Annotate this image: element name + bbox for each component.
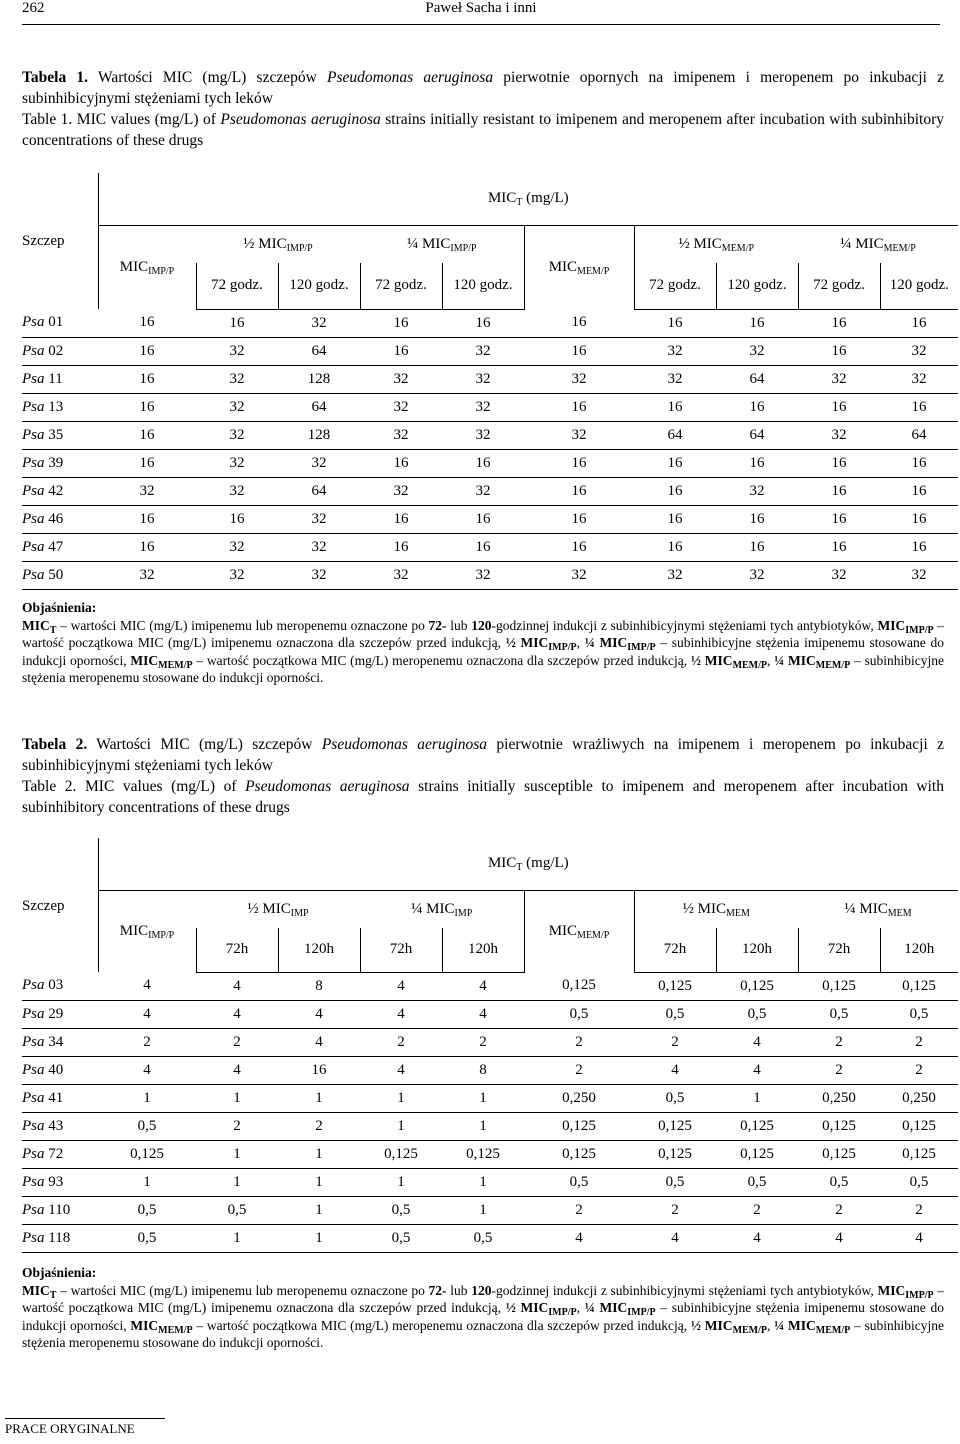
mic-value-cell: 32 <box>196 477 278 505</box>
mic-value-cell: 0,125 <box>524 1140 634 1168</box>
mic-value-cell: 1 <box>278 1224 360 1252</box>
mic-value-cell: 32 <box>634 561 716 589</box>
mic-value-cell: 0,125 <box>880 972 958 1000</box>
table-row <box>22 972 958 1000</box>
strain-name: Psa 39 <box>22 449 98 477</box>
mic-value-cell: 0,125 <box>716 1112 798 1140</box>
mic-value-cell: 0,125 <box>98 1140 196 1168</box>
strain-name: Psa 46 <box>22 505 98 533</box>
mic-value-cell: 2 <box>880 1196 958 1224</box>
table1-caption <box>22 67 944 151</box>
mic-value-cell: 16 <box>196 505 278 533</box>
mic-value-cell: 4 <box>360 1000 442 1028</box>
mic-value-cell: 0,5 <box>98 1196 196 1224</box>
mic-value-cell: 0,5 <box>798 1168 880 1196</box>
hour-72: 72h <box>798 928 880 972</box>
mic-value-cell: 16 <box>798 477 880 505</box>
mic-value-cell: 32 <box>196 337 278 365</box>
hour-120: 120 godz. <box>278 263 360 309</box>
mic-value-cell: 16 <box>98 337 196 365</box>
mic-value-cell: 32 <box>524 421 634 449</box>
mic-value-cell: 32 <box>880 365 958 393</box>
mic-value-cell: 0,125 <box>634 1112 716 1140</box>
mic-value-cell: 0,5 <box>360 1224 442 1252</box>
table1-caption-pl: Tabela 1. Wartości MIC (mg/L) szczepów Pseudomonas aeruginosa pierwotnie opornych na imipenem i meropenem po inkubacji z subinhibicyjnymi stężeniami tych leków <box>22 69 944 107</box>
strain-name: Psa 02 <box>22 337 98 365</box>
table-row <box>22 1028 958 1056</box>
mic-value-cell: 0,5 <box>442 1224 524 1252</box>
mic-value-cell: 0,5 <box>524 1168 634 1196</box>
hour-72: 72h <box>634 928 716 972</box>
mic-value-cell: 0,5 <box>360 1196 442 1224</box>
mic-value-cell: 0,125 <box>716 972 798 1000</box>
strain-name: Psa 41 <box>22 1084 98 1112</box>
mic-value-cell: 2 <box>798 1196 880 1224</box>
mic-value-cell: 1 <box>98 1168 196 1196</box>
mic-value-cell: 16 <box>798 309 880 337</box>
mic-value-cell: 16 <box>360 337 442 365</box>
mic-value-cell: 4 <box>98 1056 196 1084</box>
mic-value-cell: 32 <box>278 449 360 477</box>
table-row <box>22 477 958 505</box>
mic-value-cell: 32 <box>196 561 278 589</box>
mic-value-cell: 16 <box>880 449 958 477</box>
mic-value-cell: 0,125 <box>634 1140 716 1168</box>
mic-value-cell: 32 <box>196 365 278 393</box>
mic-value-cell: 32 <box>360 561 442 589</box>
mic-value-cell: 1 <box>196 1224 278 1252</box>
mic-value-cell: 64 <box>278 477 360 505</box>
mic-value-cell: 1 <box>196 1140 278 1168</box>
mic-value-cell: 16 <box>798 533 880 561</box>
table1-caption-en: Table 1. MIC values (mg/L) of Pseudomonas aeruginosa strains initially resistant to imipenem and meropenem after incubation with subinhibitory concentrations of these drugs <box>22 111 945 149</box>
table1-quarter-imp: ¼ $MIC_{IMP/P}$ <box>407 235 477 254</box>
mic-value-cell: 2 <box>634 1028 716 1056</box>
mic-value-cell: 8 <box>278 972 360 1000</box>
table1-quarter-mem: ¼ $MIC_{MEM/P}$ <box>840 235 916 254</box>
mic-value-cell: 32 <box>278 309 360 337</box>
table1-half-mem: ½ $MIC_{MEM/P}$ <box>634 225 798 263</box>
mic-value-cell: 32 <box>360 365 442 393</box>
mic-value-cell: 16 <box>880 505 958 533</box>
hour-72: 72 godz. <box>360 263 442 309</box>
table2-caption <box>22 734 944 818</box>
table-row <box>22 1084 958 1112</box>
mic-value-cell: 64 <box>634 421 716 449</box>
mic-value-cell: 16 <box>634 449 716 477</box>
mic-value-cell: 64 <box>716 421 798 449</box>
mic-value-cell: 32 <box>360 477 442 505</box>
mic-value-cell: 16 <box>98 309 196 337</box>
strain-name: Psa 72 <box>22 1140 98 1168</box>
table1-half-imp: ½ $MIC_{IMP/P}$ <box>243 235 313 254</box>
table-row <box>22 421 958 449</box>
mic-value-cell: 16 <box>634 477 716 505</box>
mic-value-cell: 4 <box>442 1000 524 1028</box>
mic-value-cell: 32 <box>442 477 524 505</box>
mic-value-cell: 2 <box>716 1196 798 1224</box>
table2 <box>22 838 958 1253</box>
hour-72: 72 godz. <box>634 263 716 309</box>
mic-value-cell: 4 <box>634 1224 716 1252</box>
mic-value-cell: 0,250 <box>880 1084 958 1112</box>
mic-value-cell: 1 <box>442 1168 524 1196</box>
mic-value-cell: 16 <box>634 309 716 337</box>
mic-value-cell: 16 <box>880 477 958 505</box>
table2-mic-t-header: $MIC_T$ (mg/L) <box>98 838 958 890</box>
table-row <box>22 365 958 393</box>
mic-value-cell: 0,5 <box>524 1000 634 1028</box>
mic-value-cell: 0,5 <box>634 1168 716 1196</box>
hour-120: 120 godz. <box>442 263 524 309</box>
table2-half-imp: ½ $MIC_{IMP}$ <box>247 900 309 919</box>
mic-value-cell: 1 <box>360 1084 442 1112</box>
mic-value-cell: 16 <box>98 505 196 533</box>
table-row <box>22 449 958 477</box>
mic-value-cell: 0,125 <box>716 1140 798 1168</box>
mic-value-cell: 16 <box>524 393 634 421</box>
mic-value-cell: 0,5 <box>798 1000 880 1028</box>
mic-value-cell: 32 <box>442 421 524 449</box>
mic-value-cell: 16 <box>716 505 798 533</box>
strain-name: Psa 47 <box>22 533 98 561</box>
mic-value-cell: 16 <box>524 337 634 365</box>
mic-value-cell: 4 <box>278 1028 360 1056</box>
mic-value-cell: 16 <box>798 337 880 365</box>
mic-value-cell: 1 <box>278 1084 360 1112</box>
strain-name: Psa 34 <box>22 1028 98 1056</box>
hour-72: 72 godz. <box>196 263 278 309</box>
mic-value-cell: 32 <box>98 477 196 505</box>
mic-value-cell: 16 <box>360 449 442 477</box>
mic-value-cell: 4 <box>360 972 442 1000</box>
strain-name: Psa 13 <box>22 393 98 421</box>
table1-mic-imp-header: $MIC_{IMP/P}$ <box>98 225 196 309</box>
mic-value-cell: 2 <box>442 1028 524 1056</box>
mic-value-cell: 16 <box>442 309 524 337</box>
strain-name: Psa 50 <box>22 561 98 589</box>
mic-value-cell: 0,5 <box>880 1168 958 1196</box>
running-head: Paweł Sacha i inni <box>425 0 537 16</box>
mic-value-cell: 1 <box>278 1196 360 1224</box>
table-row <box>22 561 958 589</box>
table-row <box>22 1056 958 1084</box>
mic-value-cell: 16 <box>880 393 958 421</box>
mic-value-cell: 16 <box>524 309 634 337</box>
table2-caption-pl: Tabela 2. Wartości MIC (mg/L) szczepów Pseudomonas aeruginosa pierwotnie wrażliwych na imipenem i meropenem po inkubacji z subinhibicyjnymi stężeniami tych leków <box>22 736 944 774</box>
mic-value-cell: 16 <box>880 309 958 337</box>
table1 <box>22 173 958 590</box>
mic-value-cell: 0,125 <box>634 972 716 1000</box>
mic-value-cell: 1 <box>278 1168 360 1196</box>
mic-value-cell: 32 <box>524 365 634 393</box>
mic-value-cell: 32 <box>798 365 880 393</box>
hour-120: 120h <box>442 928 524 972</box>
mic-value-cell: 0,125 <box>880 1140 958 1168</box>
mic-value-cell: 2 <box>524 1028 634 1056</box>
mic-value-cell: 0,125 <box>442 1140 524 1168</box>
mic-value-cell: 32 <box>196 533 278 561</box>
mic-value-cell: 16 <box>360 505 442 533</box>
mic-value-cell: 16 <box>798 449 880 477</box>
table-row <box>22 1112 958 1140</box>
table2-mic-imp-header: $MIC_{IMP/P}$ <box>98 890 196 972</box>
mic-value-cell: 4 <box>716 1224 798 1252</box>
table2-notes: Objaśnienia: $MIC_T$ – wartości MIC (mg/L) imipenemu lub meropenemu oznaczone po 72- lub 120-godzinnej indukcji z subinhibicyjnymi stężeniami tych antybiotyków, $MIC_{IMP/P}$ – wartość początkowa MIC (mg/L) imipenemu oznaczona dla szczepów przed indukcją, ½ $MIC_{IMP/P}$, ¼ $MIC_{IMP/P}$ – subinhibicyjne stężenia imipenemu stosowane do indukcji oporności, $MIC_{MEM/P}$ – wartość początkowa MIC (mg/L) meropenemu oznaczona dla szczepów przed indukcją, ½ $MIC_{MEM/P}$, ¼ $MIC_{MEM/P}$ – subinhibicyjne stężenia meropenemu stosowane do indukcji oporności. <box>22 1265 945 1350</box>
table1-strain-header: Szczep <box>22 233 65 249</box>
hour-72: 72h <box>196 928 278 972</box>
mic-value-cell: 16 <box>716 309 798 337</box>
mic-value-cell: 16 <box>360 309 442 337</box>
hour-120: 120h <box>716 928 798 972</box>
mic-value-cell: 16 <box>98 421 196 449</box>
table2-quarter-mem: ¼ $MIC_{MEM}$ <box>844 900 912 919</box>
strain-name: Psa 43 <box>22 1112 98 1140</box>
mic-value-cell: 1 <box>716 1084 798 1112</box>
mic-value-cell: 32 <box>634 365 716 393</box>
mic-value-cell: 16 <box>634 533 716 561</box>
mic-value-cell: 64 <box>880 421 958 449</box>
mic-value-cell: 32 <box>716 561 798 589</box>
mic-value-cell: 0,5 <box>98 1112 196 1140</box>
mic-value-cell: 1 <box>278 1140 360 1168</box>
mic-value-cell: 16 <box>798 393 880 421</box>
mic-value-cell: 0,5 <box>880 1000 958 1028</box>
mic-value-cell: 32 <box>442 337 524 365</box>
mic-value-cell: 16 <box>98 449 196 477</box>
mic-value-cell: 2 <box>98 1028 196 1056</box>
mic-value-cell: 0,125 <box>880 1112 958 1140</box>
mic-value-cell: 2 <box>880 1028 958 1056</box>
mic-value-cell: 0,125 <box>798 1140 880 1168</box>
mic-value-cell: 0,5 <box>716 1168 798 1196</box>
strain-name: Psa 93 <box>22 1168 98 1196</box>
strain-name: Psa 40 <box>22 1056 98 1084</box>
mic-value-cell: 4 <box>634 1056 716 1084</box>
mic-value-cell: 2 <box>196 1028 278 1056</box>
mic-value-cell: 32 <box>880 561 958 589</box>
mic-value-cell: 0,5 <box>98 1224 196 1252</box>
mic-value-cell: 128 <box>278 365 360 393</box>
hour-120: 120 godz. <box>716 263 798 309</box>
mic-value-cell: 32 <box>278 533 360 561</box>
mic-value-cell: 4 <box>278 1000 360 1028</box>
mic-value-cell: 0,125 <box>798 972 880 1000</box>
mic-value-cell: 16 <box>524 449 634 477</box>
mic-value-cell: 16 <box>98 533 196 561</box>
mic-value-cell: 32 <box>98 561 196 589</box>
table1-mic-t-header: $MIC_T$ (mg/L) <box>98 173 958 225</box>
strain-name: Psa 118 <box>22 1224 98 1252</box>
strain-name: Psa 11 <box>22 365 98 393</box>
mic-value-cell: 4 <box>196 972 278 1000</box>
mic-value-cell: 2 <box>524 1196 634 1224</box>
table-row <box>22 309 958 337</box>
mic-value-cell: 16 <box>716 393 798 421</box>
mic-value-cell: 0,5 <box>716 1000 798 1028</box>
mic-value-cell: 1 <box>442 1112 524 1140</box>
footer: PRACE ORYGINALNE <box>5 1418 165 1437</box>
strain-name: Psa 03 <box>22 972 98 1000</box>
mic-value-cell: 32 <box>442 365 524 393</box>
mic-value-cell: 32 <box>716 477 798 505</box>
table1-mic-mem-header: $MIC_{MEM/P}$ <box>524 225 634 309</box>
mic-value-cell: 4 <box>798 1224 880 1252</box>
hour-72: 72 godz. <box>798 263 880 309</box>
table-row <box>22 393 958 421</box>
mic-value-cell: 2 <box>798 1056 880 1084</box>
mic-value-cell: 16 <box>524 477 634 505</box>
mic-value-cell: 128 <box>278 421 360 449</box>
mic-value-cell: 16 <box>278 1056 360 1084</box>
mic-value-cell: 64 <box>278 393 360 421</box>
hour-120: 120h <box>278 928 360 972</box>
mic-value-cell: 0,5 <box>634 1000 716 1028</box>
table-row <box>22 1224 958 1252</box>
mic-value-cell: 16 <box>442 449 524 477</box>
mic-value-cell: 32 <box>798 561 880 589</box>
mic-value-cell: 32 <box>442 393 524 421</box>
mic-value-cell: 16 <box>98 393 196 421</box>
page-number: 262 <box>22 0 45 16</box>
mic-value-cell: 64 <box>716 365 798 393</box>
mic-value-cell: 2 <box>634 1196 716 1224</box>
table-row <box>22 1168 958 1196</box>
table-row <box>22 337 958 365</box>
page-header <box>22 0 940 25</box>
mic-value-cell: 16 <box>880 533 958 561</box>
table-row <box>22 1140 958 1168</box>
mic-value-cell: 32 <box>524 561 634 589</box>
mic-value-cell: 16 <box>634 393 716 421</box>
mic-value-cell: 4 <box>196 1056 278 1084</box>
mic-value-cell: 16 <box>716 449 798 477</box>
table-row <box>22 1196 958 1224</box>
mic-value-cell: 32 <box>634 337 716 365</box>
mic-value-cell: 0,125 <box>360 1140 442 1168</box>
table2-strain-header: Szczep <box>22 898 65 914</box>
mic-value-cell: 32 <box>360 393 442 421</box>
hour-120: 120h <box>880 928 958 972</box>
mic-value-cell: 0,125 <box>524 972 634 1000</box>
mic-value-cell: 1 <box>442 1084 524 1112</box>
mic-value-cell: 32 <box>196 393 278 421</box>
mic-value-cell: 32 <box>196 449 278 477</box>
mic-value-cell: 1 <box>98 1084 196 1112</box>
mic-value-cell: 32 <box>278 505 360 533</box>
mic-value-cell: 16 <box>196 309 278 337</box>
mic-value-cell: 4 <box>716 1028 798 1056</box>
mic-value-cell: 4 <box>360 1056 442 1084</box>
hour-120: 120 godz. <box>880 263 958 309</box>
mic-value-cell: 2 <box>524 1056 634 1084</box>
table2-half-mem: ½ $MIC_{MEM}$ <box>634 890 798 928</box>
table-row <box>22 533 958 561</box>
mic-value-cell: 4 <box>196 1000 278 1028</box>
mic-value-cell: 8 <box>442 1056 524 1084</box>
mic-value-cell: 0,250 <box>524 1084 634 1112</box>
mic-value-cell: 2 <box>196 1112 278 1140</box>
mic-value-cell: 2 <box>798 1028 880 1056</box>
mic-value-cell: 2 <box>360 1028 442 1056</box>
hour-72: 72h <box>360 928 442 972</box>
table1-notes: Objaśnienia: $MIC_T$ – wartości MIC (mg/L) imipenemu lub meropenemu oznaczone po 72- lub 120-godzinnej indukcji z subinhibicyjnymi stężeniami tych antybiotyków, $MIC_{IMP/P}$ – wartość początkowa MIC (mg/L) imipenemu oznaczona dla szczepów przed indukcją, ½ $MIC_{IMP/P}$, ¼ $MIC_{IMP/P}$ – subinhibicyjne stężenia imipenemu stosowane do indukcji oporności, $MIC_{MEM/P}$ – wartość początkowa MIC (mg/L) meropenemu oznaczona dla szczepów przed indukcją, ½ $MIC_{MEM/P}$, ¼ $MIC_{MEM/P}$ – subinhibicyjne stężenia meropenemu stosowane do indukcji oporności. <box>22 600 945 685</box>
mic-value-cell: 4 <box>98 1000 196 1028</box>
mic-value-cell: 1 <box>442 1196 524 1224</box>
mic-value-cell: 4 <box>880 1224 958 1252</box>
mic-value-cell: 2 <box>278 1112 360 1140</box>
mic-value-cell: 16 <box>524 505 634 533</box>
mic-value-cell: 16 <box>360 533 442 561</box>
mic-value-cell: 32 <box>442 561 524 589</box>
table-row <box>22 505 958 533</box>
mic-value-cell: 0,5 <box>196 1196 278 1224</box>
table-row <box>22 1000 958 1028</box>
strain-name: Psa 110 <box>22 1196 98 1224</box>
mic-value-cell: 32 <box>360 421 442 449</box>
mic-value-cell: 32 <box>880 337 958 365</box>
mic-value-cell: 16 <box>798 505 880 533</box>
strain-name: Psa 42 <box>22 477 98 505</box>
table2-quarter-imp: ¼ $MIC_{IMP}$ <box>411 900 473 919</box>
mic-value-cell: 0,250 <box>798 1084 880 1112</box>
mic-value-cell: 4 <box>98 972 196 1000</box>
mic-value-cell: 32 <box>196 421 278 449</box>
mic-value-cell: 1 <box>360 1112 442 1140</box>
mic-value-cell: 0,125 <box>798 1112 880 1140</box>
mic-value-cell: 4 <box>442 972 524 1000</box>
mic-value-cell: 1 <box>360 1168 442 1196</box>
mic-value-cell: 32 <box>716 337 798 365</box>
mic-value-cell: 16 <box>98 365 196 393</box>
mic-value-cell: 0,125 <box>524 1112 634 1140</box>
table2-caption-en: Table 2. MIC values (mg/L) of Pseudomonas aeruginosa strains initially susceptible to imipenem and meropenem after incubation with subinhibitory concentrations of these drugs <box>22 778 944 816</box>
mic-value-cell: 32 <box>278 561 360 589</box>
mic-value-cell: 64 <box>278 337 360 365</box>
mic-value-cell: 16 <box>634 505 716 533</box>
strain-name: Psa 29 <box>22 1000 98 1028</box>
mic-value-cell: 32 <box>798 421 880 449</box>
strain-name: Psa 35 <box>22 421 98 449</box>
mic-value-cell: 0,5 <box>634 1084 716 1112</box>
mic-value-cell: 16 <box>716 533 798 561</box>
mic-value-cell: 16 <box>442 533 524 561</box>
strain-name: Psa 01 <box>22 309 98 337</box>
mic-value-cell: 4 <box>524 1224 634 1252</box>
mic-value-cell: 16 <box>442 505 524 533</box>
mic-value-cell: 2 <box>880 1056 958 1084</box>
mic-value-cell: 1 <box>196 1168 278 1196</box>
mic-value-cell: 4 <box>716 1056 798 1084</box>
mic-value-cell: 16 <box>524 533 634 561</box>
mic-value-cell: 1 <box>196 1084 278 1112</box>
table2-mic-mem-header: $MIC_{MEM/P}$ <box>524 890 634 972</box>
